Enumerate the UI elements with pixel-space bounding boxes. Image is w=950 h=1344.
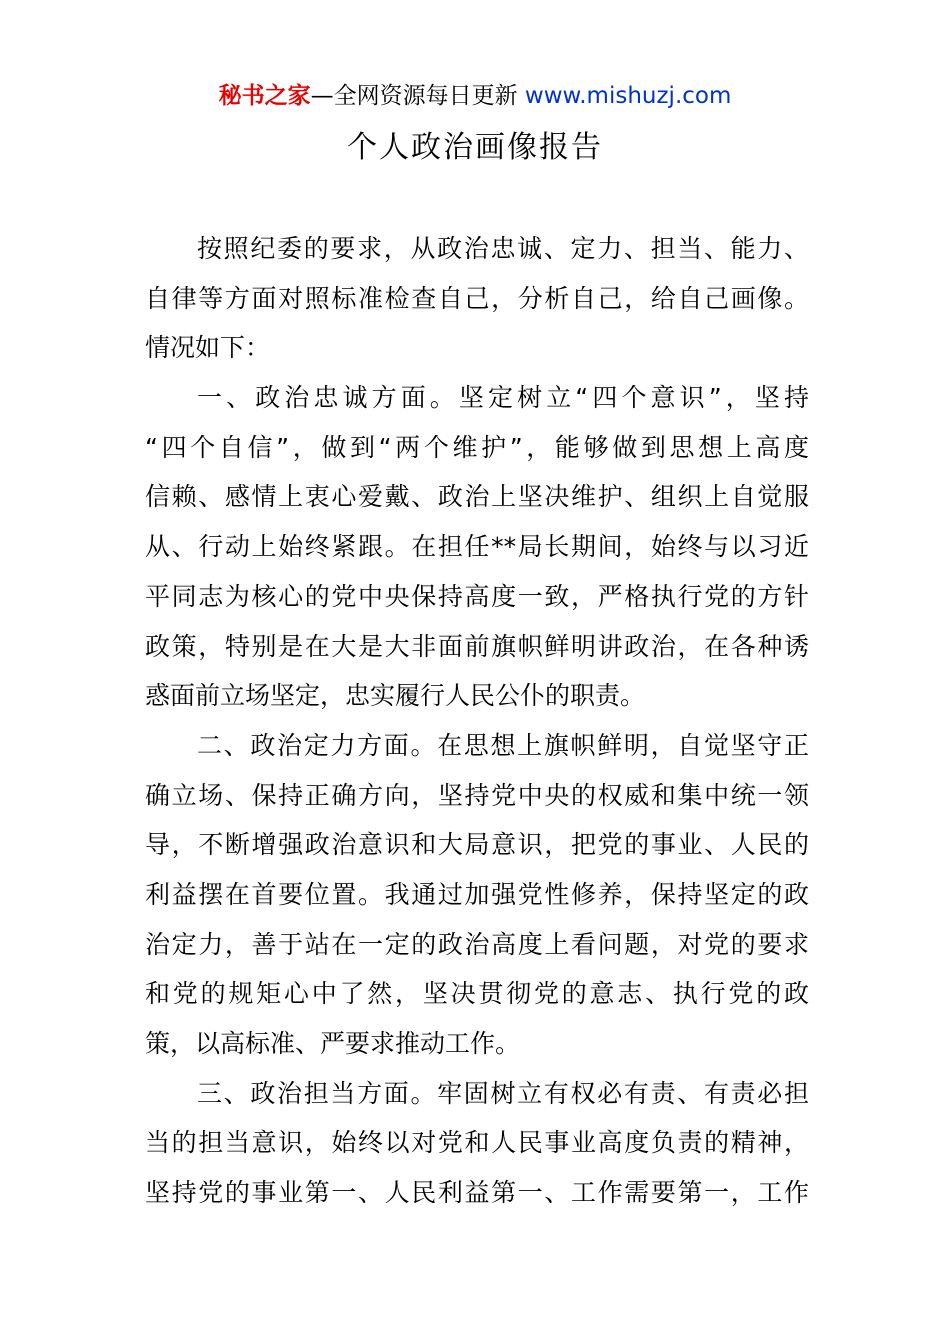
text-line: 坚持党的事业第一、人民利益第一、工作需要第一，工作 [145,1178,809,1208]
site-brand: 秘书之家 [218,83,311,109]
text-line: 利益摆在首要位置。我通过加强党性修养，保持坚定的政 [145,879,809,909]
site-url[interactable]: www.mishuzj.com [524,83,732,109]
document-body [145,224,809,1218]
site-header [0,79,950,113]
text-line: 一、政治忠诚方面。坚定树立“四个意识”，坚持 [197,383,809,413]
text-line: 策，以高标准、严要求推动工作。 [145,1029,521,1058]
text-line: 平同志为核心的党中央保持高度一致，严格执行党的方针 [145,581,809,611]
text-line: 按照纪委的要求，从政治忠诚、定力、担当、能力、 [197,234,809,263]
text-line: 和党的规矩心中了然，坚决贯彻党的意志、执行党的政 [145,979,809,1009]
text-line: 情况如下： [145,333,271,363]
text-line: 惑面前立场坚定，忠实履行人民公仆的职责。 [145,681,646,711]
text-line: 治定力，善于站在一定的政治高度上看问题，对党的要求 [145,929,809,959]
text-line: 信赖、感情上衷心爱戴、政治上坚决维护、组织上自觉服 [145,482,809,512]
site-tagline: —全网资源每日更新 [310,83,525,109]
document-title: 个人政治画像报告 [347,130,603,165]
text-line: 确立场、保持正确方向，坚持党中央的权威和集中统一领 [145,780,809,810]
text-line: 政策，特别是在大是大非面前旗帜鲜明讲政治，在各种诱 [145,631,809,661]
text-line: 从、行动上始终紧跟。在担任**局长期间，始终与以习近 [145,532,809,562]
text-line: “四个自信”，做到“两个维护”，能够做到思想上高度 [145,432,809,462]
text-line: 自律等方面对照标准检查自己，分析自己，给自己画像。 [145,283,809,313]
text-line: 当的担当意识，始终以对党和人民事业高度负责的精神， [145,1128,809,1158]
text-line: 三、政治担当方面。牢固树立有权必有责、有责必担 [197,1078,809,1108]
text-line: 二、政治定力方面。在思想上旗帜鲜明，自觉坚守正 [197,730,809,760]
text-line: 导，不断增强政治意识和大局意识，把党的事业、人民的 [145,830,809,860]
